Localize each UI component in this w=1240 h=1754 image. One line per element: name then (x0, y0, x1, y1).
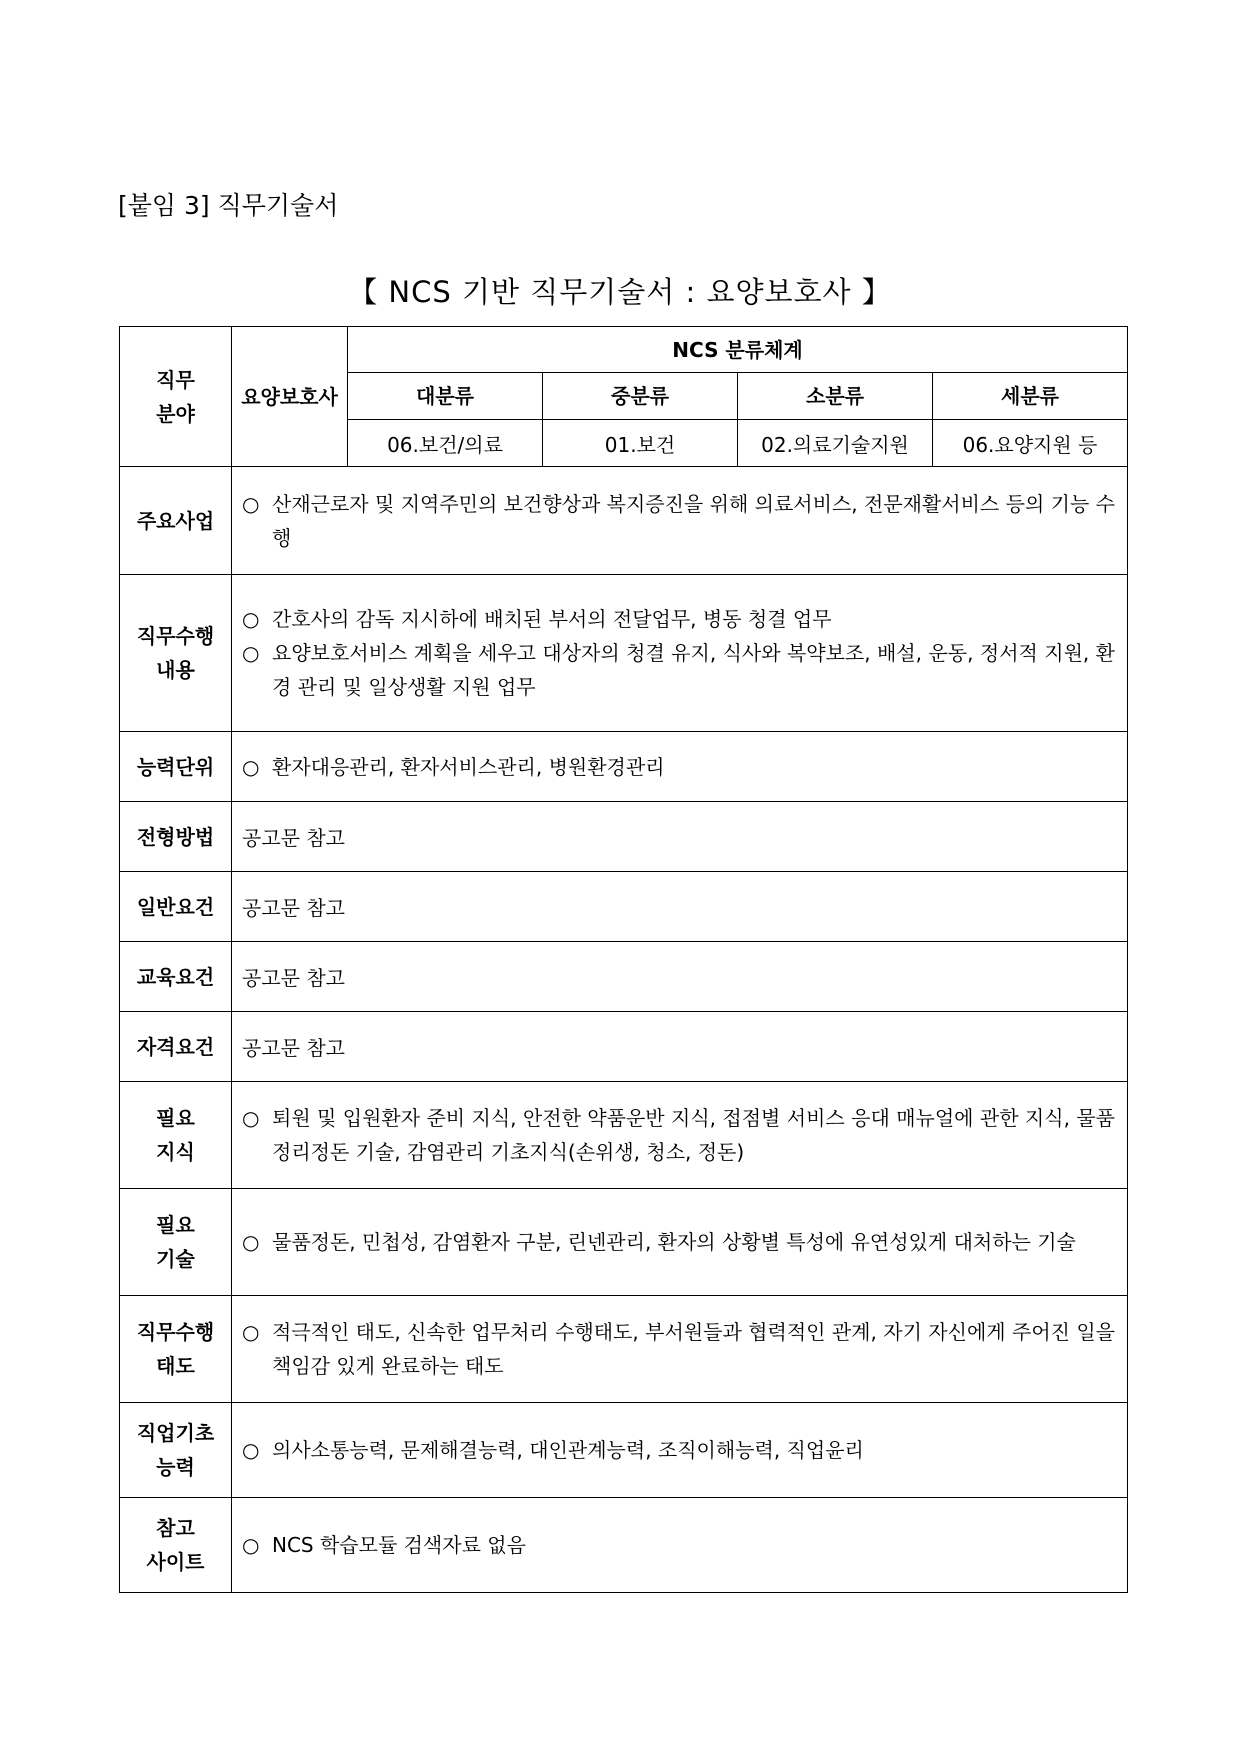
row-content (232, 575, 1128, 732)
row-label: 능력단위 (120, 732, 232, 802)
bullet-text: 적극적인 태도, 신속한 업무처리 수행태도, 부서원들과 협력적인 관계, 자기 자신에게 주어진 일을 책임감 있게 완료하는 태도 (272, 1320, 1115, 1378)
bullet-marker: ○ (242, 1438, 260, 1462)
bullet-item (242, 1101, 1115, 1169)
row-content (232, 1403, 1128, 1498)
row-label: 일반요건 (120, 872, 232, 942)
bullet-text: 의사소통능력, 문제해결능력, 대인관계능력, 조직이해능력, 직업윤리 (272, 1438, 864, 1462)
row-job-attitude (120, 1296, 1128, 1403)
row-education-requirement (120, 942, 1128, 1012)
bullet-item (242, 636, 1115, 704)
bullet-item (242, 1528, 1115, 1562)
row-text: 공고문 참고 (242, 896, 345, 920)
attachment-label: [붙임 3] 직무기술서 (118, 191, 339, 220)
row-label: 직업기초 능력 (120, 1403, 232, 1498)
row-content (232, 1189, 1128, 1296)
bullet-marker: ○ (242, 1230, 260, 1254)
row-competency-unit (120, 732, 1128, 802)
row-text: 공고문 참고 (242, 1036, 345, 1060)
row-label: 참고 사이트 (120, 1498, 232, 1593)
bullet-text: 퇴원 및 입원환자 준비 지식, 안전한 약품운반 지식, 접점별 서비스 응대 매뉴얼에 관한 지식, 물품 정리정돈 기술, 감염관리 기초지식(손위생, 청소, 정돈) (272, 1106, 1115, 1164)
ncs-value-major: 06.보건/의료 (348, 420, 543, 467)
row-general-requirement (120, 872, 1128, 942)
bullet-marker: ○ (242, 641, 260, 665)
bullet-marker: ○ (242, 607, 260, 631)
ncs-value-detail: 06.요양지원 등 (933, 420, 1128, 467)
bullet-item (242, 1315, 1115, 1383)
bullet-item (242, 1225, 1115, 1259)
bullet-marker: ○ (242, 491, 260, 516)
row-label: 직무수행 태도 (120, 1296, 232, 1403)
row-reference-site (120, 1498, 1128, 1593)
bullet-item (242, 750, 1115, 784)
job-field-value: 요양보호사 (232, 327, 348, 467)
row-selection-method (120, 802, 1128, 872)
bullet-marker: ○ (242, 1320, 260, 1344)
bullet-item (242, 602, 1115, 636)
bullet-text: 요양보호서비스 계획을 세우고 대상자의 청결 유지, 식사와 복약보조, 배설, 운동, 정서적 지원, 환경 관리 및 일상생활 지원 업무 (272, 641, 1115, 699)
bullet-text: 환자대응관리, 환자서비스관리, 병원환경관리 (272, 754, 665, 779)
row-label: 전형방법 (120, 802, 232, 872)
bullet-marker: ○ (242, 754, 260, 779)
row-content (232, 1082, 1128, 1189)
ncs-col-middle: 중분류 (543, 373, 738, 420)
row-content (232, 467, 1128, 575)
bullet-item (242, 1433, 1115, 1467)
row-content (232, 942, 1128, 1012)
row-content (232, 802, 1128, 872)
row-content (232, 1012, 1128, 1082)
row-label: 교육요건 (120, 942, 232, 1012)
row-label: 필요 기술 (120, 1189, 232, 1296)
row-label: 주요사업 (120, 467, 232, 575)
document-title: 【 NCS 기반 직무기술서 : 요양보호사 】 (348, 275, 892, 309)
row-qualification-requirement (120, 1012, 1128, 1082)
row-label: 자격요건 (120, 1012, 232, 1082)
row-required-knowledge (120, 1082, 1128, 1189)
row-label: 필요 지식 (120, 1082, 232, 1189)
row-label: 직무수행 내용 (120, 575, 232, 732)
ncs-col-major: 대분류 (348, 373, 543, 420)
ncs-classification-header: NCS 분류체계 (348, 327, 1128, 373)
row-content (232, 872, 1128, 942)
bullet-marker: ○ (242, 1106, 260, 1130)
bullet-text: 물품정돈, 민첩성, 감염환자 구분, 린넨관리, 환자의 상황별 특성에 유연성있게 대처하는 기술 (272, 1230, 1076, 1254)
row-text: 공고문 참고 (242, 966, 345, 990)
row-content (232, 732, 1128, 802)
row-required-skill (120, 1189, 1128, 1296)
bullet-marker: ○ (242, 1533, 260, 1557)
job-description-table (119, 326, 1128, 1593)
job-field-label: 직무 분야 (120, 327, 232, 467)
bullet-text: 간호사의 감독 지시하에 배치된 부서의 전달업무, 병동 청결 업무 (272, 607, 832, 631)
row-content (232, 1296, 1128, 1403)
row-text: 공고문 참고 (242, 826, 345, 850)
ncs-value-middle: 01.보건 (543, 420, 738, 467)
bullet-text: NCS 학습모듈 검색자료 없음 (272, 1533, 526, 1557)
row-content (232, 1498, 1128, 1593)
ncs-value-minor: 02.의료기술지원 (738, 420, 933, 467)
ncs-col-detail: 세분류 (933, 373, 1128, 420)
row-job-duties (120, 575, 1128, 732)
bullet-text: 산재근로자 및 지역주민의 보건향상과 복지증진을 위해 의료서비스, 전문재활서비스 등의 기능 수행 (272, 491, 1115, 550)
row-main-business (120, 467, 1128, 575)
bullet-item (242, 487, 1115, 555)
ncs-col-minor: 소분류 (738, 373, 933, 420)
row-basic-job-competency (120, 1403, 1128, 1498)
